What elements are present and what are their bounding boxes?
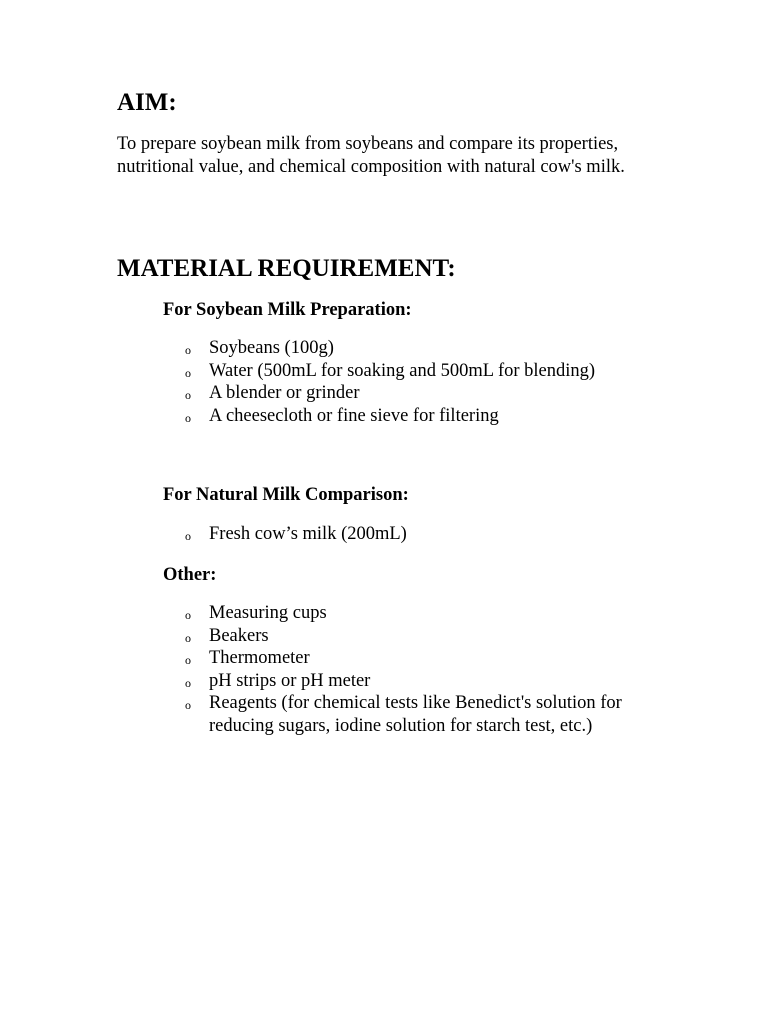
bullet-icon: o: [185, 365, 191, 380]
bullet-icon: o: [185, 529, 191, 543]
list-item: [0, 602, 659, 625]
material-requirement-heading: MATERIAL REQUIREMENT:: [117, 255, 456, 282]
bullet-icon: o: [185, 675, 191, 690]
list-item-text: Fresh cow’s milk (200mL): [209, 524, 407, 544]
soybean-preparation-heading: For Soybean Milk Preparation:: [163, 300, 412, 320]
list-item-text: A cheesecloth or fine sieve for filtering: [209, 405, 499, 426]
bullet-icon: o: [185, 608, 191, 622]
bullet-icon: o: [185, 410, 191, 425]
list-item: [0, 647, 659, 670]
list-item: [0, 670, 659, 693]
list-item-text: Water (500mL for soaking and 500mL for blending): [209, 360, 596, 381]
list-item: [0, 405, 659, 428]
list-item-text: Soybeans (100g): [209, 338, 334, 358]
bullet-icon: o: [185, 388, 191, 402]
aim-heading: AIM:: [117, 89, 177, 116]
other-materials-list: [0, 602, 659, 737]
list-item: [0, 625, 659, 648]
list-item: [0, 337, 659, 360]
natural-milk-heading: For Natural Milk Comparison:: [163, 485, 409, 505]
other-heading: Other:: [163, 565, 217, 585]
soybean-materials-list: [0, 337, 659, 427]
natural-milk-list: [0, 523, 659, 546]
list-item-text: pH strips or pH meter: [209, 670, 371, 691]
list-item-text: A blender or grinder: [209, 383, 360, 403]
list-item-text: Thermometer: [209, 648, 310, 668]
bullet-icon: o: [185, 653, 191, 667]
list-item: [0, 360, 659, 383]
list-item: [0, 523, 659, 546]
list-item: [0, 692, 659, 737]
list-item: [0, 382, 659, 405]
bullet-icon: o: [185, 630, 191, 645]
bullet-icon: o: [185, 343, 191, 357]
list-item-text: Reagents (for chemical tests like Benedict's solution for reducing sugars, iodine solution for starch test, etc.): [209, 693, 622, 736]
aim-text: To prepare soybean milk from soybeans and compare its properties, nutritional value, and chemical composition with natural cow's milk.: [117, 134, 625, 177]
bullet-icon: o: [185, 698, 191, 712]
list-item-text: Measuring cups: [209, 603, 327, 623]
list-item-text: Beakers: [209, 625, 269, 646]
